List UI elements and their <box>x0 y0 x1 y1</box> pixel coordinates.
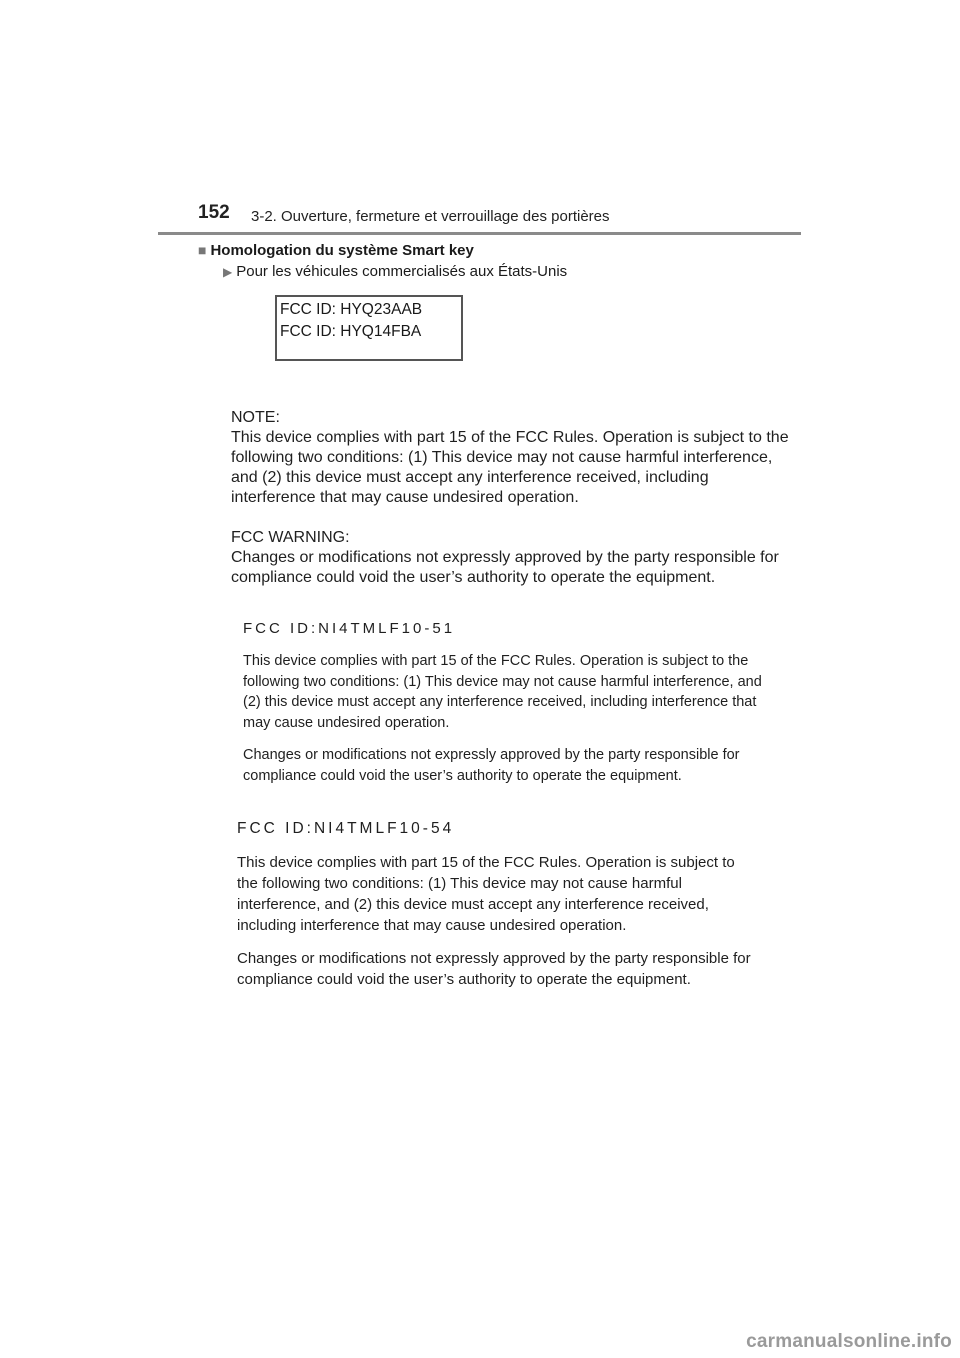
triangle-bullet-icon: ▶ <box>223 265 233 279</box>
watermark: carmanualsonline.info <box>746 1331 952 1352</box>
fcc-note-block <box>231 408 791 588</box>
compliance-text-54: This device complies with part 15 of the FCC Rules. Operation is subject to the following two conditions: (1) This device may not cause harmful interference, and (2) this device must accept any interference received, including interference that may cause undesired operation. <box>237 854 735 934</box>
heading-text: Homologation du système Smart key <box>210 242 474 259</box>
fcc-id-label-box <box>275 295 463 361</box>
subheading <box>223 263 567 280</box>
fcc-block-51 <box>243 620 763 798</box>
modifications-text-51: Changes or modifications not expressly approved by the party responsible for compliance could void the user’s authority to operate the equipment. <box>243 747 740 784</box>
warning-label: FCC WARNING: <box>231 529 350 546</box>
fcc-id-51: FCC ID:NI4TMLF10-51 <box>243 620 456 637</box>
compliance-text-51: This device complies with part 15 of the FCC Rules. Operation is subject to the following two conditions: (1) This device may not cause harmful interference, and (2) this device must accept any interference received, including interference that may cause undesired operation. <box>243 653 762 731</box>
fcc-block-54 <box>237 820 757 1002</box>
header-divider <box>158 232 801 235</box>
fcc-id-line-2: FCC ID: HYQ14FBA <box>280 323 422 340</box>
warning-text: Changes or modifications not expressly approved by the party responsible for compliance could void the user’s authority to operate the equipment. <box>231 549 779 586</box>
note-label: NOTE: <box>231 409 280 426</box>
page-number: 152 <box>198 202 230 223</box>
square-bullet-icon: ■ <box>198 242 207 258</box>
modifications-text-54: Changes or modifications not expressly approved by the party responsible for compliance could void the user’s authority to operate the equipment. <box>237 950 751 988</box>
subheading-text: Pour les véhicules commercialisés aux États-Unis <box>236 263 568 280</box>
section-heading <box>198 242 474 259</box>
fcc-id-54: FCC ID:NI4TMLF10-54 <box>237 820 455 837</box>
note-text: This device complies with part 15 of the FCC Rules. Operation is subject to the following two conditions: (1) This device may not cause harmful interference, and (2) this device must accept any interference received, including interference that may cause undesired operation. <box>231 429 789 506</box>
fcc-id-line-1: FCC ID: HYQ23AAB <box>280 301 423 318</box>
section-title: 3-2. Ouverture, fermeture et verrouillage des portières <box>251 208 610 225</box>
